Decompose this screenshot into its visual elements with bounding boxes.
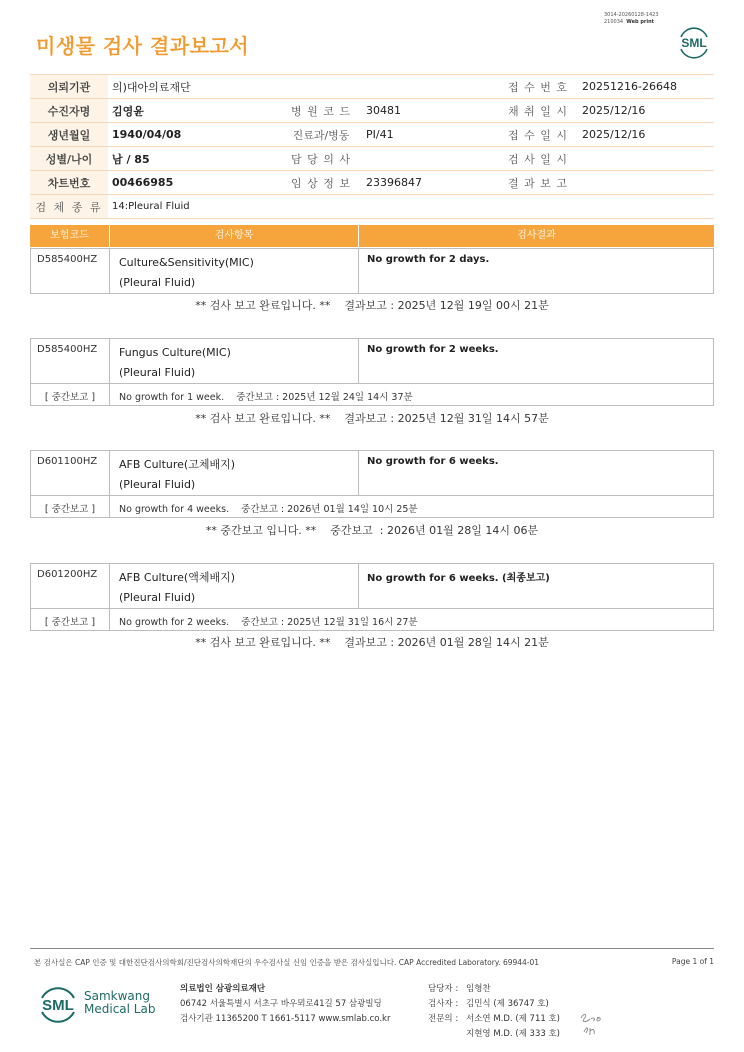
footer-divider — [30, 948, 714, 949]
test-code: D585400HZ — [37, 254, 98, 265]
test-item: Fungus Culture(MIC) (Pleural Fluid) — [119, 346, 231, 379]
patient-info-table — [30, 74, 714, 219]
interim-text: No growth for 1 week. 중간보고 : 2025년 12월 24일 14시 37분 — [119, 392, 413, 403]
report-status: ** 검사 보고 완료입니다. ** 결과보고 : 2025년 12월 19일 00시 21분 — [195, 299, 549, 312]
hospital-code-value: 30481 — [362, 99, 498, 123]
info-row — [30, 195, 714, 219]
interim-label: [ 중간보고 ] — [44, 617, 96, 628]
certification-note: 본 검사실은 CAP 인증 및 대한진단검사의학회/진단검사의학재단의 우수검사실 신임 인증을 받은 검사실입니다. CAP Accredited Laboratory. 69944-01 — [34, 958, 540, 967]
test-date-label: 검 사 일 시 — [498, 147, 578, 171]
header-code: 보험코드 — [30, 225, 110, 247]
report-title: 미생물 검사 결과보고서 — [36, 34, 250, 58]
interim-row — [30, 384, 714, 406]
report-status: ** 검사 보고 완료입니다. ** 결과보고 : 2025년 12월 31일 14시 57분 — [195, 412, 549, 425]
interim-row — [30, 609, 714, 631]
svg-text:SML: SML — [42, 997, 74, 1014]
test-result: No growth for 6 weeks. — [367, 456, 499, 467]
test-block — [30, 338, 714, 384]
sml-logo-icon — [676, 24, 712, 60]
staff-list — [428, 982, 560, 1042]
test-code: D601200HZ — [37, 569, 98, 580]
test-item: AFB Culture(액체배지) (Pleural Fluid) — [119, 571, 236, 604]
receipt-no-label: 접 수 번 호 — [498, 75, 578, 99]
test-code: D601100HZ — [37, 456, 98, 467]
test-item: Culture&Sensitivity(MIC) (Pleural Fluid) — [119, 256, 254, 289]
test-item: AFB Culture(고체배지) (Pleural Fluid) — [119, 458, 236, 491]
info-row — [30, 147, 714, 171]
staff-row: 담당자 : 임형찬 — [428, 984, 491, 994]
test-block — [30, 450, 714, 496]
collect-date-value: 2025/12/16 — [578, 99, 714, 123]
page-number: Page 1 of 1 — [671, 957, 714, 966]
brand-name: Samkwang Medical Lab — [84, 989, 156, 1016]
sml-logo-icon — [36, 982, 80, 1026]
interim-text: No growth for 4 weeks. 중간보고 : 2026년 01월 14일 10시 25분 — [119, 504, 418, 515]
info-row — [30, 171, 714, 195]
dept-value: PI/41 — [362, 123, 498, 147]
test-result: No growth for 2 days. — [367, 254, 490, 265]
lab-address: 의료법인 삼광의료재단 06742 서울특별시 서초구 바우뫼로41길 57 삼광빌딩 검사기관 11365200 T 1661-5117 www.smlab.co.kr — [180, 984, 391, 1024]
receipt-no-value: 20251216-26648 — [578, 75, 714, 99]
chart-no-value: 00466985 — [108, 171, 280, 195]
patient-label: 수진자명 — [30, 99, 108, 123]
patient-value: 김영윤 — [108, 99, 280, 123]
specimen-value: 14:Pleural Fluid — [108, 195, 714, 219]
results-header — [30, 225, 714, 247]
signature-icon — [578, 1010, 608, 1038]
staff-row: 검사자 : 김민식 (제 36747 호) — [428, 999, 549, 1009]
receipt-date-label: 접 수 일 시 — [498, 123, 578, 147]
clinical-label: 임 상 정 보 — [280, 171, 362, 195]
sex-age-value: 남 / 85 — [108, 147, 280, 171]
svg-text:SML: SML — [681, 36, 707, 50]
interim-label: [ 중간보고 ] — [44, 504, 96, 515]
staff-row: 전문의 : 서소연 M.D. (제 711 호) — [428, 1014, 561, 1024]
specimen-label: 검 체 종 류 — [30, 195, 108, 219]
clinical-value: 23396847 — [362, 171, 498, 195]
receipt-date-value: 2025/12/16 — [578, 123, 714, 147]
interim-text: No growth for 2 weeks. 중간보고 : 2025년 12월 31일 16시 27분 — [119, 617, 418, 628]
report-status: ** 검사 보고 완료입니다. ** 결과보고 : 2026년 01월 28일 14시 21분 — [195, 636, 549, 649]
result-report-value — [578, 171, 714, 195]
test-block — [30, 248, 714, 294]
staff-row: 지현영 M.D. (제 333 호) — [466, 1029, 561, 1039]
info-row — [30, 99, 714, 123]
dept-label: 진료과/병동 — [280, 123, 362, 147]
test-result: No growth for 2 weeks. — [367, 344, 499, 355]
test-code: D585400HZ — [37, 344, 98, 355]
info-row — [30, 123, 714, 147]
report-status: ** 중간보고 입니다. ** 중간보고 : 2026년 01월 28일 14시 06분 — [205, 524, 539, 537]
dob-value: 1940/04/08 — [108, 123, 280, 147]
doctor-value — [362, 147, 498, 171]
test-result: No growth for 6 weeks. (최종보고) — [367, 573, 550, 584]
interim-row — [30, 496, 714, 518]
test-date-value — [578, 147, 714, 171]
hospital-code-label: 병 원 코 드 — [280, 99, 362, 123]
test-block — [30, 563, 714, 609]
header-result: 검사결과 — [517, 230, 556, 241]
print-code-line2: 210034 Web print — [604, 18, 655, 25]
collect-date-label: 채 취 일 시 — [498, 99, 578, 123]
requester-label: 의뢰기관 — [30, 75, 108, 99]
doctor-label: 담 당 의 사 — [280, 147, 362, 171]
sex-age-label: 성별/나이 — [30, 147, 108, 171]
print-code — [604, 12, 659, 25]
result-report-label: 결 과 보 고 — [498, 171, 578, 195]
print-code-line1: 3014-20260128-1423 — [604, 12, 659, 18]
requester-value: 의)대아의료재단 — [108, 75, 498, 99]
info-row — [30, 75, 714, 99]
chart-no-label: 차트번호 — [30, 171, 108, 195]
interim-label: [ 중간보고 ] — [44, 392, 96, 403]
header-item: 검사항목 — [110, 225, 359, 247]
dob-label: 생년월일 — [30, 123, 108, 147]
